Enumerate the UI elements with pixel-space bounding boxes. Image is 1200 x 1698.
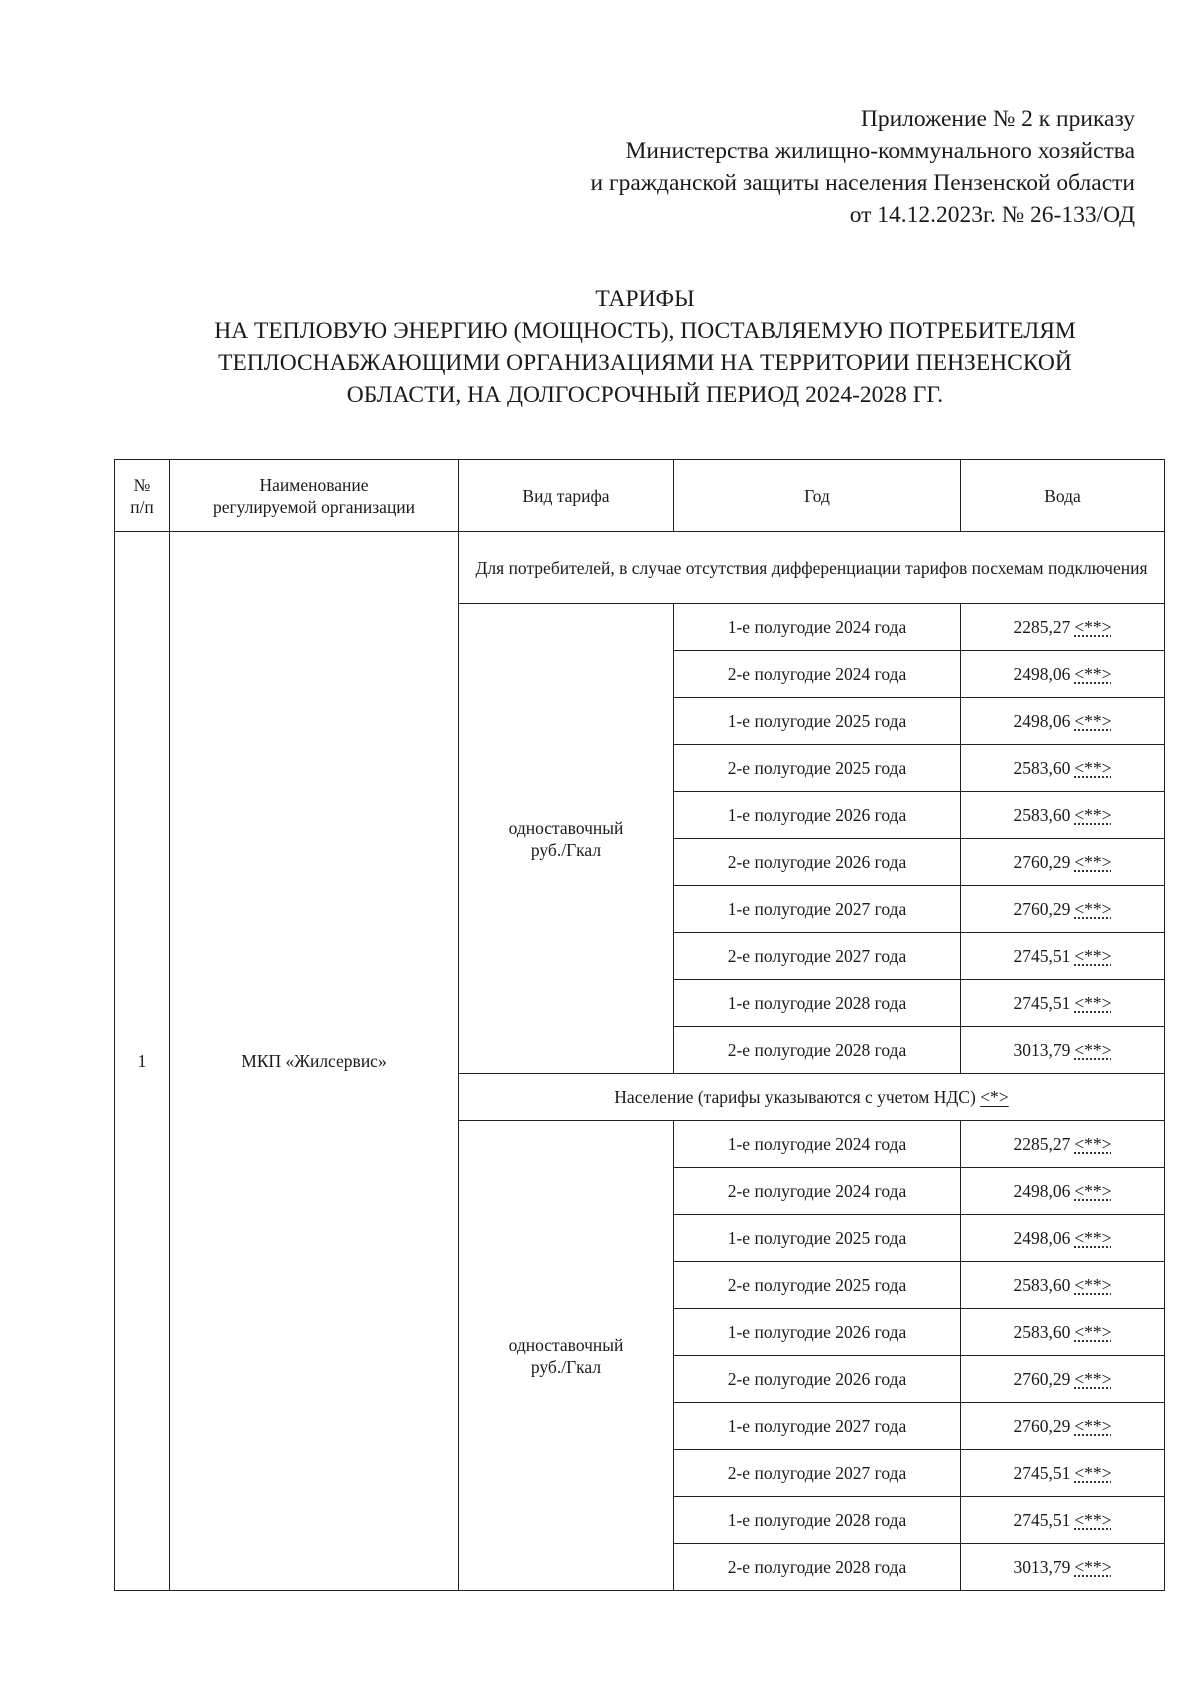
value-cell [961,1309,1165,1356]
tariff-value: 2285,27 [1013,617,1071,637]
header-line: и гражданской защиты населения Пензенской области [590,170,1135,196]
value-cell [961,792,1165,839]
footnote-link[interactable]: <*> [980,1087,1009,1107]
tariff-value: 2760,29 [1013,852,1071,872]
tariff-value: 2498,06 [1013,1181,1071,1201]
tariff-type [459,604,674,1074]
tariff-value: 2745,51 [1013,1463,1071,1483]
tariff-value: 2745,51 [1013,1510,1071,1530]
section-title [459,1074,1165,1121]
tariff-value: 3013,79 [1013,1040,1071,1060]
table-header-row [115,460,1165,532]
title-line: ТАРИФЫ [595,286,695,312]
period-cell: 2-е полугодие 2026 года [674,839,961,886]
footnote-link[interactable]: <**> [1074,1463,1112,1483]
footnote-link[interactable]: <**> [1074,1181,1112,1201]
footnote-link[interactable]: <**> [1074,1228,1112,1248]
value-cell [961,1544,1165,1591]
value-cell [961,1027,1165,1074]
value-cell [961,1497,1165,1544]
tariff-value: 2498,06 [1013,664,1071,684]
period-cell: 1-е полугодие 2025 года [674,1215,961,1262]
period-cell: 1-е полугодие 2027 года [674,886,961,933]
footnote-link[interactable]: <**> [1074,805,1112,825]
row-number: 1 [115,532,170,1591]
period-cell: 2-е полугодие 2025 года [674,745,961,792]
tariff-value: 2745,51 [1013,993,1071,1013]
header-tariff-type: Вид тарифа [459,460,674,532]
section-title-text: Население (тарифы указываются с учетом НДС) [614,1087,976,1107]
period-cell: 2-е полугодие 2026 года [674,1356,961,1403]
period-cell: 1-е полугодие 2024 года [674,1121,961,1168]
footnote-link[interactable]: <**> [1074,711,1112,731]
appendix-header [591,103,1135,231]
value-cell [961,745,1165,792]
period-cell: 2-е полугодие 2024 года [674,651,961,698]
value-cell [961,1450,1165,1497]
footnote-link[interactable]: <**> [1074,993,1112,1013]
value-cell [961,839,1165,886]
period-cell: 1-е полугодие 2026 года [674,792,961,839]
header-org-line2: регулируемой организации [212,496,416,517]
footnote-link[interactable]: <**> [1074,946,1112,966]
tariff-table [114,459,1165,1591]
footnote-link[interactable]: <**> [1074,664,1112,684]
tariff-value: 2498,06 [1013,711,1071,731]
header-organization [170,460,459,532]
value-cell [961,980,1165,1027]
tariff-type-line1: одноставочный [508,1334,624,1355]
header-water: Вода [961,460,1165,532]
footnote-link[interactable]: <**> [1074,852,1112,872]
period-cell: 2-е полугодие 2028 года [674,1027,961,1074]
footnote-link[interactable]: <**> [1074,1275,1112,1295]
tariff-value: 3013,79 [1013,1557,1071,1577]
header-line: Министерства жилищно-коммунального хозяйства [625,138,1135,164]
footnote-link[interactable]: <**> [1074,1416,1112,1436]
tariff-type-line2: руб./Гкал [530,1356,602,1377]
tariff-value: 2583,60 [1013,805,1071,825]
footnote-link[interactable]: <**> [1074,758,1112,778]
footnote-link[interactable]: <**> [1074,1134,1112,1154]
value-cell [961,1356,1165,1403]
title-line: ОБЛАСТИ, НА ДОЛГОСРОЧНЫЙ ПЕРИОД 2024-2028 ГГ. [346,382,944,408]
header-line: Приложение № 2 к приказу [860,106,1135,132]
tariff-value: 2760,29 [1013,1369,1071,1389]
tariff-value: 2285,27 [1013,1134,1071,1154]
period-cell: 1-е полугодие 2026 года [674,1309,961,1356]
period-cell: 2-е полугодие 2024 года [674,1168,961,1215]
tariff-type [459,1121,674,1591]
title-line: НА ТЕПЛОВУЮ ЭНЕРГИЮ (МОЩНОСТЬ), ПОСТАВЛЯЕМУЮ ПОТРЕБИТЕЛЯМ [214,318,1076,344]
tariff-value: 2583,60 [1013,758,1071,778]
tariff-value: 2760,29 [1013,899,1071,919]
period-cell: 1-е полугодие 2025 года [674,698,961,745]
title-line: ТЕПЛОСНАБЖАЮЩИМИ ОРГАНИЗАЦИЯМИ НА ТЕРРИТОРИИ ПЕНЗЕНСКОЙ [218,350,1072,376]
value-cell [961,1121,1165,1168]
period-cell: 2-е полугодие 2027 года [674,1450,961,1497]
period-cell: 2-е полугодие 2025 года [674,1262,961,1309]
tariff-value: 2745,51 [1013,946,1071,966]
header-org-line1: Наименование [259,474,369,495]
period-cell: 1-е полугодие 2027 года [674,1403,961,1450]
value-cell [961,651,1165,698]
footnote-link[interactable]: <**> [1074,617,1112,637]
value-cell [961,1262,1165,1309]
tariff-value: 2498,06 [1013,1228,1071,1248]
tariff-value: 2583,60 [1013,1275,1071,1295]
value-cell [961,698,1165,745]
value-cell [961,933,1165,980]
value-cell [961,1215,1165,1262]
period-cell: 1-е полугодие 2028 года [674,980,961,1027]
tariff-type-line1: одноставочный [508,817,624,838]
value-cell [961,1403,1165,1450]
header-num-line1: № [133,474,151,495]
value-cell [961,1168,1165,1215]
period-cell: 1-е полугодие 2028 года [674,1497,961,1544]
header-line: от 14.12.2023г. № 26-133/ОД [849,202,1135,228]
tariff-value: 2583,60 [1013,1322,1071,1342]
value-cell [961,886,1165,933]
organization-name: МКП «Жилсервис» [170,532,459,1591]
value-cell [961,604,1165,651]
header-year: Год [674,460,961,532]
section-title: Для потребителей, в случае отсутствия дифференциации тарифов посхемам подключения [459,532,1165,604]
header-num [115,460,170,532]
footnote-link[interactable]: <**> [1074,1557,1112,1577]
document-title [115,283,1175,411]
tariff-type-line2: руб./Гкал [530,839,602,860]
period-cell: 2-е полугодие 2028 года [674,1544,961,1591]
footnote-link[interactable]: <**> [1074,1369,1112,1389]
footnote-link[interactable]: <**> [1074,1040,1112,1060]
tariff-value: 2760,29 [1013,1416,1071,1436]
footnote-link[interactable]: <**> [1074,1322,1112,1342]
period-cell: 1-е полугодие 2024 года [674,604,961,651]
period-cell: 2-е полугодие 2027 года [674,933,961,980]
footnote-link[interactable]: <**> [1074,1510,1112,1530]
header-num-line2: п/п [130,496,154,517]
section-row [115,532,1165,604]
footnote-link[interactable]: <**> [1074,899,1112,919]
